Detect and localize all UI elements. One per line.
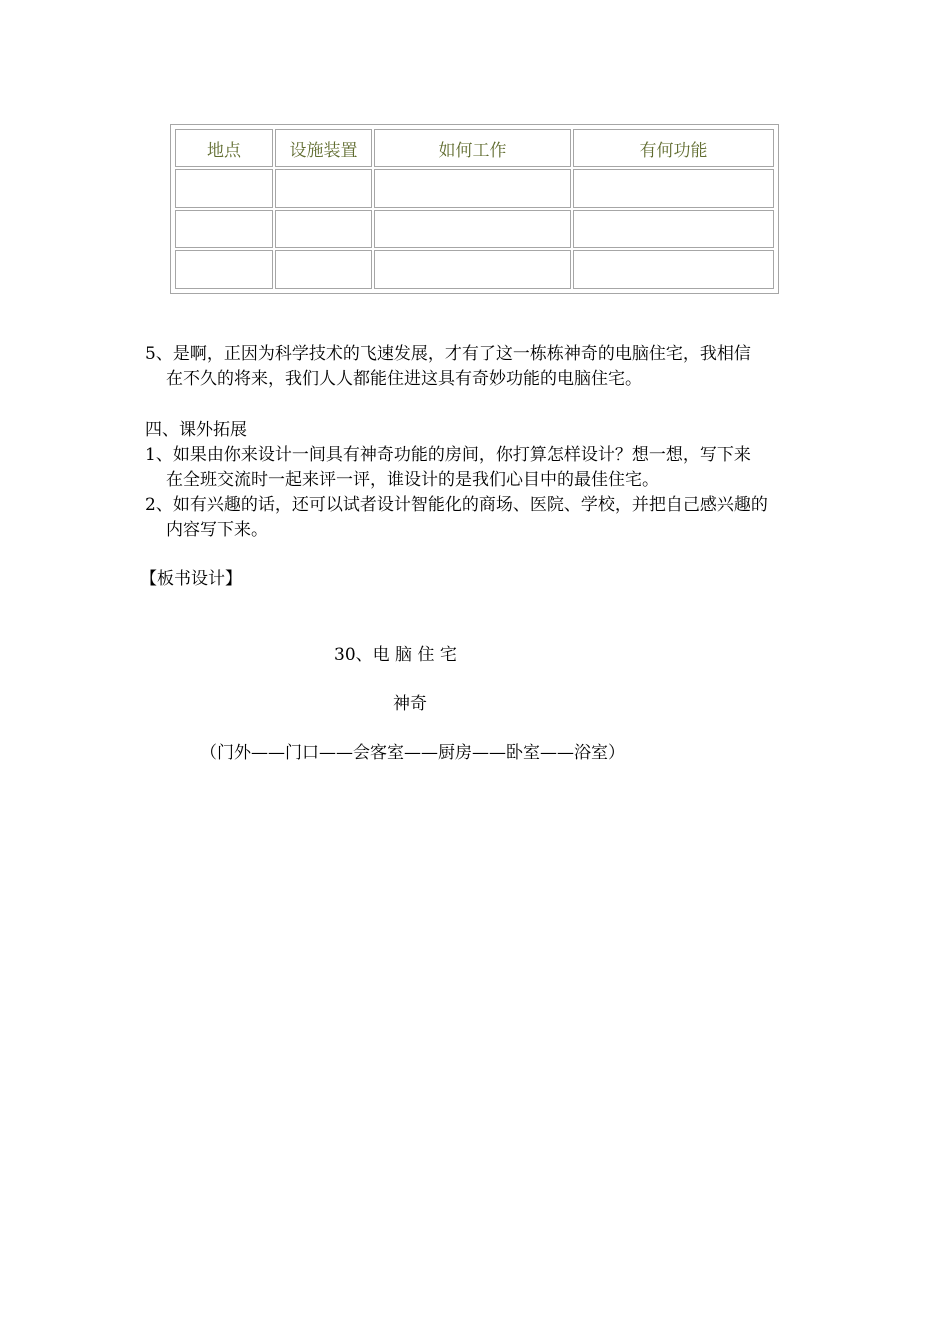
table-header-row bbox=[175, 129, 774, 167]
header-facility: 设施装置 bbox=[275, 129, 372, 167]
room-sequence: （门外——门口——会客室——厨房——卧室——浴室） bbox=[200, 743, 625, 763]
header-location: 地点 bbox=[175, 129, 273, 167]
worksheet-table bbox=[173, 127, 776, 291]
table-row bbox=[175, 210, 774, 249]
header-how-it-works: 如何工作 bbox=[374, 129, 571, 167]
section4-item2-line2: 内容写下来。 bbox=[166, 520, 268, 540]
section4-item2-line1: 2、如有兴趣的话，还可以试者设计智能化的商场、医院、学校，并把自己感兴趣的 bbox=[145, 495, 768, 515]
section4-item1-line1: 1、如果由你来设计一间具有神奇功能的房间，你打算怎样设计？想一想，写下来 bbox=[145, 445, 751, 465]
table-cell[interactable] bbox=[374, 169, 571, 208]
lesson-title: 30、电 脑 住 宅 bbox=[334, 645, 457, 665]
item5-line1: 5、是啊，正因为科学技术的飞速发展，才有了这一栋栋神奇的电脑住宅，我相信 bbox=[145, 344, 751, 364]
table-cell[interactable] bbox=[573, 250, 774, 289]
table-row bbox=[175, 169, 774, 208]
table-cell[interactable] bbox=[175, 250, 273, 289]
table-cell[interactable] bbox=[175, 169, 273, 208]
worksheet-table-frame bbox=[170, 124, 779, 294]
table-cell[interactable] bbox=[374, 210, 571, 249]
item5-line2: 在不久的将来，我们人人都能住进这具有奇妙功能的电脑住宅。 bbox=[166, 369, 642, 389]
table-cell[interactable] bbox=[374, 250, 571, 289]
board-heading: 【板书设计】 bbox=[140, 569, 242, 589]
section4-item1-line2: 在全班交流时一起来评一评，谁设计的是我们心目中的最佳住宅。 bbox=[166, 470, 659, 490]
table-cell[interactable] bbox=[275, 210, 372, 249]
header-function: 有何功能 bbox=[573, 129, 774, 167]
table-cell[interactable] bbox=[275, 250, 372, 289]
table-cell[interactable] bbox=[175, 210, 273, 249]
table-cell[interactable] bbox=[275, 169, 372, 208]
section4-title: 四、课外拓展 bbox=[145, 420, 247, 440]
table-row bbox=[175, 250, 774, 289]
table-cell[interactable] bbox=[573, 169, 774, 208]
table-cell[interactable] bbox=[573, 210, 774, 249]
board-keyword: 神奇 bbox=[393, 694, 427, 714]
